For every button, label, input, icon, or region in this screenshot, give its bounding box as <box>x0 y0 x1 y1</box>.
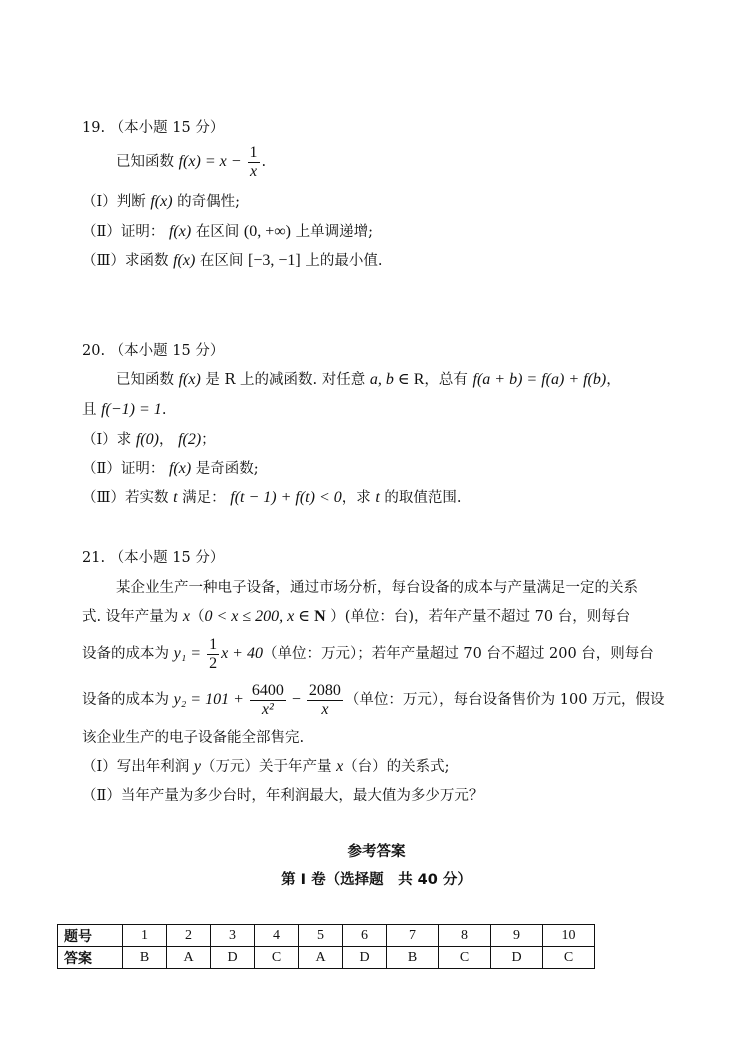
q20-heading: 20. （本小题 15 分） <box>82 343 225 359</box>
q21-part2: （Ⅱ）当年产量为多少台时，年利润最大，最大值为多少万元？ <box>82 788 484 804</box>
table-cell: B <box>123 947 167 969</box>
table-cell: D <box>343 947 387 969</box>
q19-part1: （Ⅰ）判断 f(x) 的奇偶性; <box>82 193 241 210</box>
table-cell: 4 <box>255 925 299 947</box>
table-cell: C <box>255 947 299 969</box>
q21-frac-2080: $\frac{2080}{x}$ <box>308 681 341 718</box>
q20-part2: （Ⅱ）证明： f(x) 是奇函数; <box>82 460 259 477</box>
table-cell: 3 <box>211 925 255 947</box>
answers-subtitle: 第 I 卷（选择题 共 40 分） <box>281 872 472 888</box>
table-cell: A <box>167 947 211 969</box>
row-label-answer: 答案 <box>58 947 123 969</box>
q21-heading: 21. （本小题 15 分） <box>82 550 225 566</box>
q19-heading: 19. （本小题 15 分） <box>82 120 225 136</box>
q21-frac-half: $\frac{1}{2}$ <box>209 635 218 672</box>
q21-line4: 设备的成本为 y₂ = 101 + $\frac{6400}{\text{x²}}$ − $\frac{2080}{x}$ （单位：万元），每台设备售价为 100 万元，假设 <box>82 681 665 718</box>
table-cell: 5 <box>299 925 343 947</box>
table-cell: 7 <box>387 925 439 947</box>
table-cell: 10 <box>543 925 595 947</box>
q20-part1: （Ⅰ）求 f(0)， f(2)； <box>82 431 216 448</box>
q20-part3: （Ⅲ）若实数 t 满足： f(t − 1) + f(t) < 0，求 t 的取值范围. <box>82 489 462 506</box>
table-cell: C <box>543 947 595 969</box>
table-cell: 9 <box>491 925 543 947</box>
table-cell: D <box>211 947 255 969</box>
q21-line2: 式. 设年产量为 x（0 < x ≤ 200, x ∈ N ）(单位：台)，若年产量不超过 70 台，则每台 <box>82 608 631 625</box>
q21-line5: 该企业生产的电子设备能全部售完. <box>82 730 305 746</box>
q20-condition: 且 f(−1) = 1. <box>82 401 167 418</box>
table-cell: 6 <box>343 925 387 947</box>
table-cell: B <box>387 947 439 969</box>
table-cell: 1 <box>123 925 167 947</box>
q21-part1: （Ⅰ）写出年利润 y（万元）关于年产量 x（台）的关系式; <box>82 758 450 775</box>
table-cell: 2 <box>167 925 211 947</box>
q20-given: 已知函数 f(x) 是 R 上的减函数. 对任意 a, b ∈ R，总有 f(a + b) = f(a) + f(b)， <box>116 371 621 388</box>
table-cell: 8 <box>439 925 491 947</box>
table-cell: A <box>299 947 343 969</box>
q19-part2: （Ⅱ）证明： f(x) 在区间 (0, +∞) 上单调递增; <box>82 223 373 240</box>
table-row-answers <box>58 947 595 969</box>
row-label-number: 题号 <box>58 925 123 947</box>
table-cell: D <box>491 947 543 969</box>
q21-line3: 设备的成本为 y₁ = $\frac{1}{2}$ x + 40（单位：万元）；若年产量超过 70 台不超过 200 台，则每台 <box>82 635 654 672</box>
q19-given: 已知函数 f(x) = x − $\frac{1}{x}$ . <box>116 143 267 180</box>
table-row-numbers <box>58 925 595 947</box>
table-cell: C <box>439 947 491 969</box>
q21-line1: 某企业生产一种电子设备，通过市场分析，每台设备的成本与产量满足一定的关系 <box>116 580 638 596</box>
answers-title: 参考答案 <box>347 844 406 860</box>
q19-part3: （Ⅲ）求函数 f(x) 在区间 [−3, −1] 上的最小值. <box>82 252 383 269</box>
answer-table <box>57 924 595 969</box>
q21-frac-6400: $\frac{6400}{\text{x²}}$ <box>251 681 284 718</box>
q19-fraction: $\frac{1}{x}$ <box>249 143 258 180</box>
